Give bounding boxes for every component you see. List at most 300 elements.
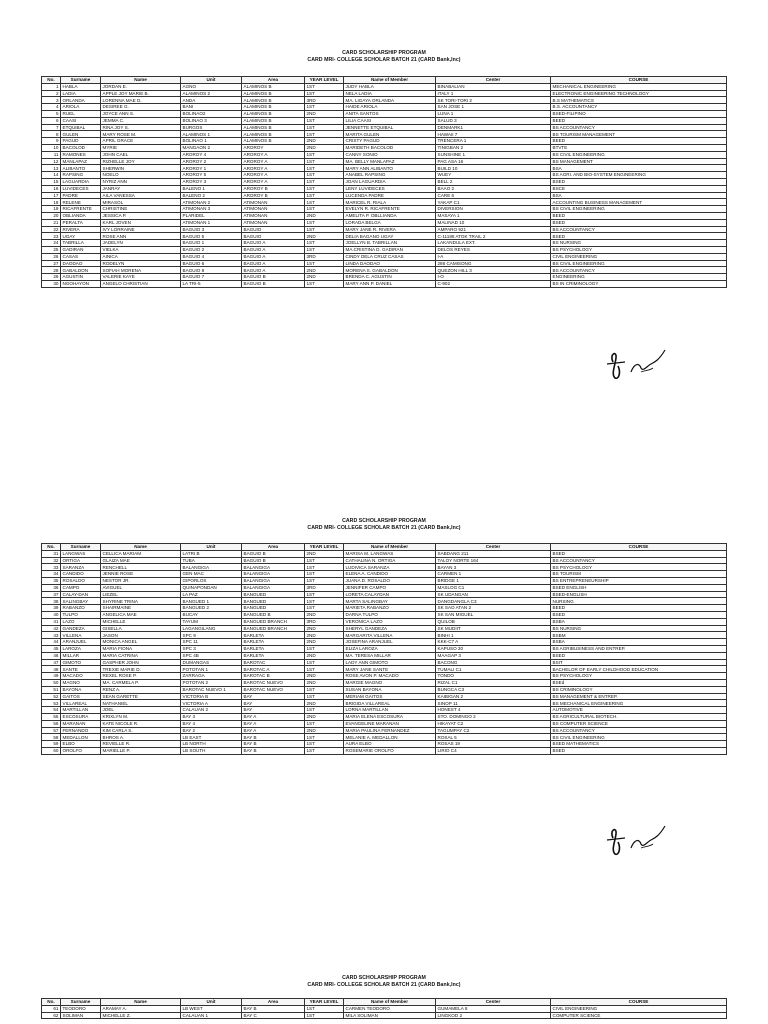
cell-member-name: MARIDETH BACOLOD [344, 144, 436, 151]
table-header-row [42, 999, 727, 1006]
cell-course: BSED-FILIPINO [551, 110, 727, 117]
cell-unit: AROROY 4 [181, 151, 242, 158]
cell-center: HAWAII 7 [436, 131, 551, 138]
cell-member-name: DARNA TULPO [344, 611, 436, 618]
table-header-row [42, 77, 727, 84]
cell-surname: PADRE [61, 192, 101, 199]
cell-no: 2 [42, 90, 61, 97]
cell-year-level: 1ST [305, 598, 344, 605]
cell-center: HIKAYAT C2 [436, 720, 551, 727]
cell-center: BINABALIAN [436, 83, 551, 90]
cell-surname: RUEL [61, 110, 101, 117]
cell-surname: NGOHAYON [61, 280, 101, 287]
cell-course: BS ACCOUNTANCY [551, 226, 727, 233]
cell-center: YAKAP C1 [436, 199, 551, 206]
cell-center: LAKANDULA EXT. [436, 240, 551, 247]
cell-no: 35 [42, 577, 61, 584]
cell-center: SK SAO ATAN 2 [436, 605, 551, 612]
cell-name: SHAIRMAINE [101, 605, 181, 612]
cell-member-name: NELA LADIA [344, 90, 436, 97]
column-header-member-name: Name of Member [344, 77, 436, 84]
cell-member-name: MARY JANE R. RIVERA [344, 226, 436, 233]
cell-surname: SALINGBAY [61, 598, 101, 605]
cell-year-level: 1ST [305, 1012, 344, 1019]
cell-year-level: 2ND [305, 274, 344, 281]
cell-no: 53 [42, 700, 61, 707]
cell-year-level: 1ST [305, 199, 344, 206]
cell-center: I-O [436, 274, 551, 281]
cell-center: SK UDANGAN [436, 591, 551, 598]
cell-unit: PLARIDEL [181, 212, 242, 219]
cell-member-name: JENNIFER CAMPO [344, 584, 436, 591]
cell-member-name: CATHALINA N. ORTIGA [344, 557, 436, 564]
cell-surname: TEODORO [61, 1005, 101, 1012]
table-row [42, 686, 727, 693]
cell-area: ALAMINOS B [242, 138, 305, 145]
cell-surname: SOLIMAN [61, 1012, 101, 1019]
column-header-center: Center [436, 544, 551, 551]
table-row [42, 124, 727, 131]
cell-member-name: MILA SOLIMAN [344, 1012, 436, 1019]
cell-no: 34 [42, 571, 61, 578]
table-row [42, 246, 727, 253]
table-row [42, 110, 727, 117]
cell-area: BAY [242, 700, 305, 707]
cell-name: IVY LORRAINE [101, 226, 181, 233]
cell-no: 30 [42, 280, 61, 287]
table-row [42, 591, 727, 598]
cell-year-level: 3RD [305, 618, 344, 625]
cell-center: QUEZON HILL 3 [436, 267, 551, 274]
cell-center: LUNA 1 [436, 110, 551, 117]
cell-name: ANGELICA MAE [101, 611, 181, 618]
column-header-surname: Surname [61, 77, 101, 84]
cell-center: LINGKOD 2 [436, 1012, 551, 1019]
cell-no: 5 [42, 110, 61, 117]
cell-area: AROROY A [242, 151, 305, 158]
cell-course: BS AGRICULTURAL BIOTECH. [551, 713, 727, 720]
cell-area: BANGUED B [242, 611, 305, 618]
cell-area: AROROY B [242, 192, 305, 199]
cell-area: BAY [242, 693, 305, 700]
cell-surname: DAODAO [61, 260, 101, 267]
cell-center: QUILOB [436, 618, 551, 625]
table-row [42, 253, 727, 260]
table-row [42, 1005, 727, 1012]
cell-unit: LB SOUTH [181, 747, 242, 754]
cell-no: 3 [42, 97, 61, 104]
cell-member-name: CINDY DELA CRUZ CASAS [344, 253, 436, 260]
cell-member-name: VERONICA LAZO [344, 618, 436, 625]
cell-no: 50 [42, 679, 61, 686]
cell-no: 37 [42, 591, 61, 598]
cell-member-name: AMELITA P. OBLLIANDA [344, 212, 436, 219]
cell-center: KAPUSO 30 [436, 645, 551, 652]
cell-course: BSBA [551, 639, 727, 646]
cell-name: JOYCE ANN S. [101, 110, 181, 117]
cell-year-level: 1ST [305, 246, 344, 253]
cell-no: 14 [42, 172, 61, 179]
cell-surname: OBLIANDA [61, 212, 101, 219]
cell-member-name: MARITA GULEN [344, 131, 436, 138]
cell-surname: VILLENA [61, 632, 101, 639]
cell-course: BS AGRIBUSINESS AND ENTREP. [551, 645, 727, 652]
cell-area: BAY A [242, 713, 305, 720]
cell-area: BANGUED [242, 591, 305, 598]
cell-center: BUILD 10 [436, 165, 551, 172]
table-row [42, 158, 727, 165]
cell-member-name: JUANA D. ROSALDO [344, 577, 436, 584]
cell-name: GASPHER JOHN [101, 659, 181, 666]
cell-year-level: 1ST [305, 741, 344, 748]
cell-area: BAY [242, 707, 305, 714]
batch-title: CARD MRI- COLLEGE SCHOLAR BATCH 21 (CARD Bank,Inc) [307, 525, 461, 531]
cell-no: 27 [42, 260, 61, 267]
cell-surname: RELENE [61, 199, 101, 206]
cell-name: NESTOR JR. [101, 577, 181, 584]
cell-surname: CALAY-DAN [61, 591, 101, 598]
signature [601, 818, 673, 858]
cell-name: CELLICA MARIAM [101, 550, 181, 557]
column-header-no: No. [42, 999, 61, 1006]
cell-name: SHERWIN [101, 165, 181, 172]
cell-surname: MEDALLON [61, 734, 101, 741]
cell-surname: ETQUIBAL [61, 124, 101, 131]
column-header-unit: Unit [181, 544, 242, 551]
cell-no: 7 [42, 124, 61, 131]
cell-no: 19 [42, 206, 61, 213]
cell-unit: ANDA [181, 97, 242, 104]
table-row [42, 679, 727, 686]
cell-surname: CAMPO [61, 584, 101, 591]
cell-year-level: 1ST [305, 720, 344, 727]
cell-area: BAY C [242, 1012, 305, 1019]
table-row [42, 226, 727, 233]
cell-no: 58 [42, 734, 61, 741]
cell-center: DENMARK1 [436, 124, 551, 131]
cell-surname: GAITOS [61, 693, 101, 700]
cell-unit: AROROY 5 [181, 172, 242, 179]
cell-year-level: 1ST [305, 557, 344, 564]
cell-year-level: 1ST [305, 240, 344, 247]
table-row [42, 117, 727, 124]
cell-course: BEED [551, 212, 727, 219]
cell-member-name: LENY LUVIDECES [344, 185, 436, 192]
cell-no: 29 [42, 274, 61, 281]
cell-no: 42 [42, 625, 61, 632]
cell-surname: ESCOSURA [61, 713, 101, 720]
cell-member-name: MELANIE A. MEDALLON [344, 734, 436, 741]
table-row [42, 625, 727, 632]
cell-no: 43 [42, 632, 61, 639]
cell-no: 45 [42, 645, 61, 652]
program-title: CARD SCHOLARSHIP PROGRAM [342, 518, 426, 524]
cell-name: VALERIE KAYE [101, 274, 181, 281]
cell-name: MARY ROSE M. [101, 131, 181, 138]
cell-course: BSED [551, 233, 727, 240]
cell-center: MAAGAP 3 [436, 652, 551, 659]
cell-unit: BALENO 1 [181, 185, 242, 192]
cell-unit: POTOTAN 2 [181, 679, 242, 686]
cell-no: 56 [42, 720, 61, 727]
table-row [42, 727, 727, 734]
table-row [42, 550, 727, 557]
cell-name: MA. CARMELA P. [101, 679, 181, 686]
cell-name: KIM CARLA S. [101, 727, 181, 734]
cell-member-name: DELIA BAGANO UGAY [344, 233, 436, 240]
cell-member-name: JENNETTE ETQUIBAL [344, 124, 436, 131]
cell-year-level: 2ND [305, 679, 344, 686]
cell-name: LIEZEL [101, 591, 181, 598]
cell-member-name: MARIETA RABANZO [344, 605, 436, 612]
cell-course: BSED [551, 178, 727, 185]
cell-year-level: 1ST [305, 226, 344, 233]
column-header-unit: Unit [181, 77, 242, 84]
cell-no: 59 [42, 741, 61, 748]
cell-year-level: 1ST [305, 645, 344, 652]
table-row [42, 104, 727, 111]
cell-unit: BAROTAC NUEVO 1 [181, 686, 242, 693]
cell-center: DIVERSION [436, 206, 551, 213]
table-row [42, 260, 727, 267]
cell-year-level: 1ST [305, 571, 344, 578]
cell-name: DESIREE G. [101, 104, 181, 111]
cell-name: AVIGUEL [101, 584, 181, 591]
cell-member-name: MARICEL R. RIALA [344, 199, 436, 206]
cell-no: 22 [42, 226, 61, 233]
cell-name: CHRISTINE [101, 206, 181, 213]
cell-member-name: MORENA S. GABALDON [344, 267, 436, 274]
cell-name: AILA VANESSA [101, 192, 181, 199]
cell-unit: CALAUAN 2 [181, 707, 242, 714]
cell-member-name: ELENA A. CANDIDO [344, 571, 436, 578]
cell-surname: MANLAPAZ [61, 158, 101, 165]
cell-unit: SPC 4B [181, 652, 242, 659]
cell-surname: SANTE [61, 666, 101, 673]
cell-year-level: 2ND [305, 639, 344, 646]
cell-unit: LATRI B [181, 550, 242, 557]
cell-course: BEED [551, 138, 727, 145]
cell-name: MYRIE [101, 144, 181, 151]
cell-name: MARIA FIONA [101, 645, 181, 652]
cell-name: GISELLA [101, 625, 181, 632]
cell-surname: RAPSING [61, 172, 101, 179]
cell-member-name: SHERYL GANDEZA [344, 625, 436, 632]
cell-member-name: JOAN LAGUARDIA [344, 178, 436, 185]
cell-year-level: 2ND [305, 727, 344, 734]
cell-unit: BURGOS [181, 124, 242, 131]
table-row [42, 206, 727, 213]
cell-year-level: 1ST [305, 666, 344, 673]
cell-member-name: ANABEL RAPSING [344, 172, 436, 179]
cell-year-level: 2ND [305, 550, 344, 557]
cell-year-level: 2ND [305, 625, 344, 632]
cell-unit: LB EAST [181, 734, 242, 741]
cell-area: BARLETA [242, 645, 305, 652]
cell-member-name: LUCENDA PADRE [344, 192, 436, 199]
cell-year-level: 1ST [305, 165, 344, 172]
cell-name: RINA JOY S. [101, 124, 181, 131]
cell-year-level: 1ST [305, 747, 344, 754]
cell-area: BALANGIGA [242, 571, 305, 578]
cell-member-name: ELIZA LAROZA [344, 645, 436, 652]
cell-center: KAIBIGAN 2 [436, 693, 551, 700]
cell-no: 49 [42, 673, 61, 680]
cell-course: BS PSYCHOLOGY [551, 246, 727, 253]
cell-name: BHROS A. [101, 734, 181, 741]
cell-area: BANGUED BRANCH [242, 625, 305, 632]
cell-course: BS PSYCHOLOGY [551, 673, 727, 680]
cell-surname: ELBO [61, 741, 101, 748]
cell-area: AROROY A [242, 178, 305, 185]
cell-unit: ATIMONAN 3 [181, 206, 242, 213]
cell-area: BAGUIO [242, 233, 305, 240]
cell-name: JOHN CAEL [101, 151, 181, 158]
cell-name: ANGELO CHRISTIAN [101, 280, 181, 287]
cell-member-name: MA.CRISTINA D. GADIRAN [344, 246, 436, 253]
cell-area: BAGUIO A [242, 260, 305, 267]
cell-no: 23 [42, 233, 61, 240]
cell-area: BANGUED [242, 605, 305, 612]
cell-name: RIZHELLE JOY [101, 158, 181, 165]
cell-name: REXEL ROSE P. [101, 673, 181, 680]
cell-member-name: MARGARITA VILLENA [344, 632, 436, 639]
column-header-course: COURSE [551, 77, 727, 84]
cell-course: BSBA [551, 618, 727, 625]
cell-area: BALANGIGA [242, 577, 305, 584]
cell-center: DANGDANGLA C3 [436, 598, 551, 605]
cell-surname: OROLFO [61, 747, 101, 754]
cell-year-level: 1ST [305, 192, 344, 199]
column-header-course: COURSE [551, 999, 727, 1006]
cell-course: BSCE [551, 185, 727, 192]
table-row [42, 666, 727, 673]
cell-name: JANRAY [101, 185, 181, 192]
cell-name: MONICA ANGEL [101, 639, 181, 646]
cell-course: BS IN CRIMINOLOGY [551, 280, 727, 287]
cell-center: STO. DOMINGO 2 [436, 713, 551, 720]
cell-center: BUNGCA C3 [436, 686, 551, 693]
cell-year-level: 1ST [305, 158, 344, 165]
cell-course: ELECTRONIC ENGINEERING TECHNOLOGY [551, 90, 727, 97]
cell-year-level: 2ND [305, 611, 344, 618]
table-row [42, 598, 727, 605]
program-title: CARD SCHOLARSHIP PROGRAM [342, 50, 426, 56]
cell-area: BANGUED BRANCH [242, 618, 305, 625]
cell-no: 21 [42, 219, 61, 226]
cell-surname: RAMONES [61, 151, 101, 158]
column-header-no: No. [42, 77, 61, 84]
table-row [42, 240, 727, 247]
cell-surname: MACADO [61, 673, 101, 680]
cell-area: BAGUIO [242, 226, 305, 233]
cell-surname: ARANJUEL [61, 639, 101, 646]
table-row [42, 233, 727, 240]
cell-area: BAGUIO B [242, 274, 305, 281]
cell-no: 26 [42, 253, 61, 260]
table-row [42, 557, 727, 564]
cell-year-level: 2ND [305, 652, 344, 659]
column-header-no: No. [42, 544, 61, 551]
cell-year-level: 1ST [305, 591, 344, 598]
cell-year-level: 3RD [305, 584, 344, 591]
cell-name: NYRIZ ANN [101, 178, 181, 185]
cell-unit: ALAMINOS 2 [181, 90, 242, 97]
cell-name: JORDAN E. [101, 83, 181, 90]
cell-no: 1 [42, 83, 61, 90]
cell-surname: GULEN [61, 131, 101, 138]
cell-name: JOEL [101, 707, 181, 714]
cell-surname: LAZO [61, 618, 101, 625]
cell-year-level: 1ST [305, 1005, 344, 1012]
cell-year-level: 1ST [305, 659, 344, 666]
cell-unit: ALAMINOS 1 [181, 131, 242, 138]
cell-year-level: 1ST [305, 734, 344, 741]
cell-course: BS CIVIL ENGINEERING [551, 260, 727, 267]
cell-course: B.S. ACCOUNTANCY [551, 104, 727, 111]
cell-member-name: MARIA ELENA ESCOSURA [344, 713, 436, 720]
cell-course: BS COMPUTER SCIENCE [551, 720, 727, 727]
cell-member-name: LINDA DAODAO [344, 260, 436, 267]
column-header-year-level: YEAR LEVEL [305, 544, 344, 551]
cell-surname: CASAS [61, 253, 101, 260]
cell-name: AINICA [101, 253, 181, 260]
cell-center: TUMALI C1 [436, 666, 551, 673]
table-row [42, 267, 727, 274]
cell-course: BS ACCOUNTANCY [551, 727, 727, 734]
cell-surname: TULPO [61, 611, 101, 618]
cell-year-level: 1ST [305, 83, 344, 90]
cell-unit: BOLINAO2 [181, 110, 242, 117]
cell-center: ROSAL 5 [436, 734, 551, 741]
cell-no: 41 [42, 618, 61, 625]
cell-year-level: 1ST [305, 280, 344, 287]
cell-surname: MILLAR [61, 652, 101, 659]
cell-area: AROROY A [242, 158, 305, 165]
cell-unit: BAGUIO 2 [181, 246, 242, 253]
cell-year-level: 3RD [305, 97, 344, 104]
cell-surname: HABLA [61, 83, 101, 90]
cell-unit: BAGUIO 7 [181, 274, 242, 281]
cell-center: DELOS REYES [436, 246, 551, 253]
cell-no: 16 [42, 185, 61, 192]
cell-surname: LADIA [61, 90, 101, 97]
cell-area: ALAMINOS B [242, 83, 305, 90]
table-row [42, 700, 727, 707]
cell-course: BEED [551, 117, 727, 124]
cell-unit: BALANGIGA [181, 564, 242, 571]
table-row [42, 584, 727, 591]
cell-area: BAY B [242, 1005, 305, 1012]
cell-member-name: JOSEFINA ARANJUEL [344, 639, 436, 646]
cell-course: ACCOUNTING BUSINESS MANAGEMENT [551, 199, 727, 206]
cell-area: BAGUIO B [242, 280, 305, 287]
cell-course: ENGINEERING [551, 274, 727, 281]
cell-unit: BAGUIO 6 [181, 260, 242, 267]
cell-no: 36 [42, 584, 61, 591]
cell-member-name: MARY ANN ALIBANTO [344, 165, 436, 172]
cell-center: ROSAS 19 [436, 741, 551, 748]
cell-no: 39 [42, 605, 61, 612]
cell-year-level: 2ND [305, 233, 344, 240]
cell-center: TONDO [436, 673, 551, 680]
cell-area: BALANGIGA [242, 584, 305, 591]
cell-area: ALAMINOS B [242, 131, 305, 138]
cell-member-name: BRENDA C. AGUSTIN [344, 274, 436, 281]
cell-unit: LB NORTH [181, 741, 242, 748]
table-row [42, 741, 727, 748]
cell-member-name: MA. BELLY MANLAPAZ [344, 158, 436, 165]
